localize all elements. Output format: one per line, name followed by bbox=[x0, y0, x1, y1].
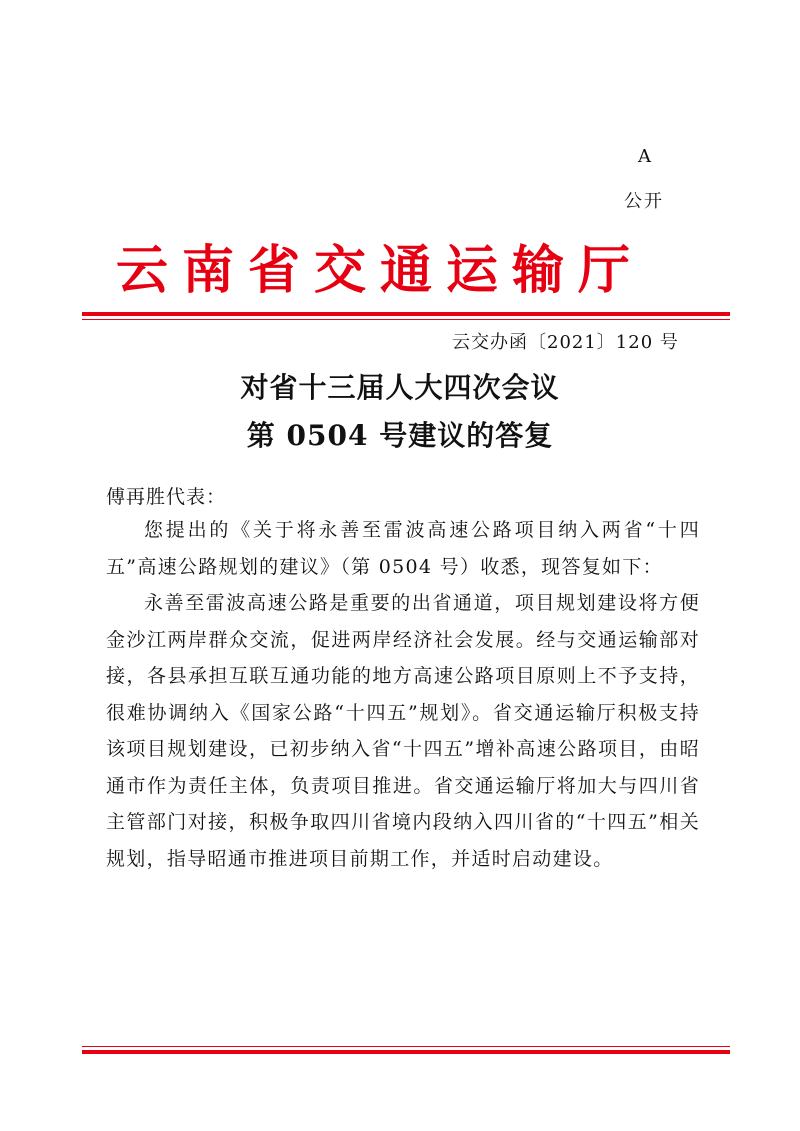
title-line-1: 对省十三届人大四次会议 bbox=[240, 371, 560, 404]
footer-rule-thin bbox=[82, 1046, 730, 1047]
title-line-2: 第 0504 号建议的答复 bbox=[246, 419, 554, 452]
header-rule-thick bbox=[82, 312, 730, 316]
organization-name: 云南省交通运输厅 bbox=[116, 240, 645, 301]
body-paragraph: 您提出的《关于将永善至雷波高速公路项目纳入两省“十四五”高速公路规划的建议》（第 0504 号）收悉，现答复如下： bbox=[106, 519, 700, 578]
salutation: 傅再胜代表： bbox=[106, 486, 227, 508]
body-paragraph: 永善至雷波高速公路是重要的出省通道，项目规划建设将方便金沙江两岸群众交流，促进两岸经济社会发展。经与交通运输部对接，各县承担互联互通功能的地方高速公路项目原则上不予支持，很难协调纳入《国家公路“十四五”规划》。省交通运输厅积极支持该项目规划建设，已初步纳入省“十四五”增补高速公路项目，由昭通市作为责任主体，负责项目推进。省交通运输厅将加大与四川省主管部门对接，积极争取四川省境内段纳入四川省的“十四五”相关规划，指导昭通市推进项目前期工作，并适时启动建设。 bbox=[106, 592, 700, 870]
header-rule-thin bbox=[82, 319, 730, 320]
document-number: 云交办函〔2021〕120 号 bbox=[452, 332, 679, 353]
footer-rule-thick bbox=[82, 1050, 730, 1054]
disclosure-mark: 公开 bbox=[624, 191, 664, 212]
classification-mark: A bbox=[638, 146, 652, 167]
